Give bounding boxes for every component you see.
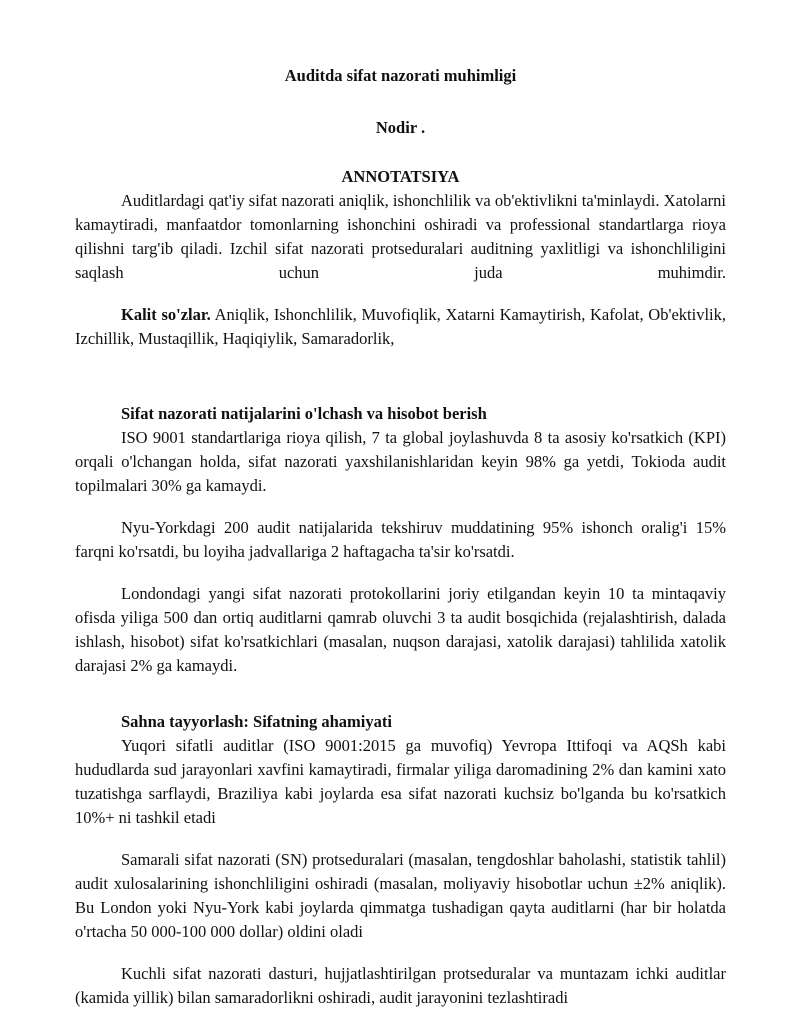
section2-paragraph-2: Samarali sifat nazorati (SN) protseduralari (masalan, tengdoshlar baholashi, statistik tahlil) audit xulosalarining ishonchliligini oshiradi (masalan, moliyaviy hisobotlar uchun ±2% aniqlik). Bu London yoki Nyu-York kabi joylarda qimmatga tushadigan qayta auditlarni (har bir holatda o'rtacha 50 000-100 000 dollar) oldini oladi bbox=[75, 850, 726, 941]
keywords-label: Kalit so'zlar. bbox=[121, 305, 211, 324]
section2-paragraph-3: Kuchli sifat nazorati dasturi, hujjatlashtirilgan protseduralar va muntazam ichki auditlar (kamida yillik) bilan samaradorlikni oshiradi, audit jarayonini tezlashtiradi bbox=[75, 964, 726, 1007]
section1-paragraph-1: ISO 9001 standartlariga rioya qilish, 7 ta global joylashuvda 8 ta asosiy ko'rsatkich (KPI) orqali o'lchangan holda, sifat nazorati yaxshilanishlaridan keyin 98% ga yetdi, Tokioda audit topilmalari 30% ga kamaydi. bbox=[75, 428, 726, 495]
section-heading-importance: Sahna tayyorlash: Sifatning ahamiyati bbox=[121, 712, 392, 731]
section-heading-measurement: Sifat nazorati natijalarini o'lchash va hisobot berish bbox=[121, 404, 487, 423]
document-title: Auditda sifat nazorati muhimligi bbox=[284, 66, 517, 85]
author-name: Nodir . bbox=[375, 118, 426, 137]
annotation-paragraph: Auditlardagi qat'iy sifat nazorati aniqlik, ishonchlilik va ob'ektivlikni ta'minlaydi. Xatolarni kamaytiradi, manfaatdor tomonlarning ishonchini oshiradi va professional standartlarga rioya qilishni targ'ib qiladi. Izchil sifat nazorati protseduralari auditning yaxlitligi va ishonchliligini saqlash uchun juda muhimdir. bbox=[75, 191, 726, 282]
keywords-paragraph bbox=[75, 303, 726, 351]
keywords-list: Aniqlik, Ishonchlilik, Muvofiqlik, Xatarni Kamaytirish, Kafolat, Ob'ektivlik, Izchillik, Mustaqillik, Haqiqiylik, Samaradorlik, bbox=[75, 305, 726, 348]
section2-paragraph-1: Yuqori sifatli auditlar (ISO 9001:2015 ga muvofiq) Yevropa Ittifoqi va AQSh kabi hududlarda sud jarayonlari xavfini kamaytiradi, firmalar yiliga daromadining 2% dan kamini xato tuzatishga sarflaydi, Braziliya kabi joylarda esa sifat nazorati kuchsiz bo'lganda bu ko'rsatkich 10%+ ni tashkil etadi bbox=[75, 736, 726, 827]
section1-paragraph-3: Londondagi yangi sifat nazorati protokollarini joriy etilgandan keyin 10 ta mintaqaviy ofisda yiliga 500 dan ortiq auditlarni qamrab oluvchi 3 ta audit bosqichida (rejalashtirish, dalada ishlash, hisobot) sifat ko'rsatkichlari (masalan, nuqson darajasi, xatolik darajasi) tahlilida xatolik darajasi 2% ga kamaydi. bbox=[75, 584, 726, 675]
section1-paragraph-2: Nyu-Yorkdagi 200 audit natijalarida tekshiruv muddatining 95% ishonch oralig'i 15% farqni ko'rsatdi, bu loyiha jadvallariga 2 haftagacha ta'sir ko'rsatdi. bbox=[75, 518, 726, 561]
annotation-heading: ANNOTATSIYA bbox=[341, 167, 460, 186]
